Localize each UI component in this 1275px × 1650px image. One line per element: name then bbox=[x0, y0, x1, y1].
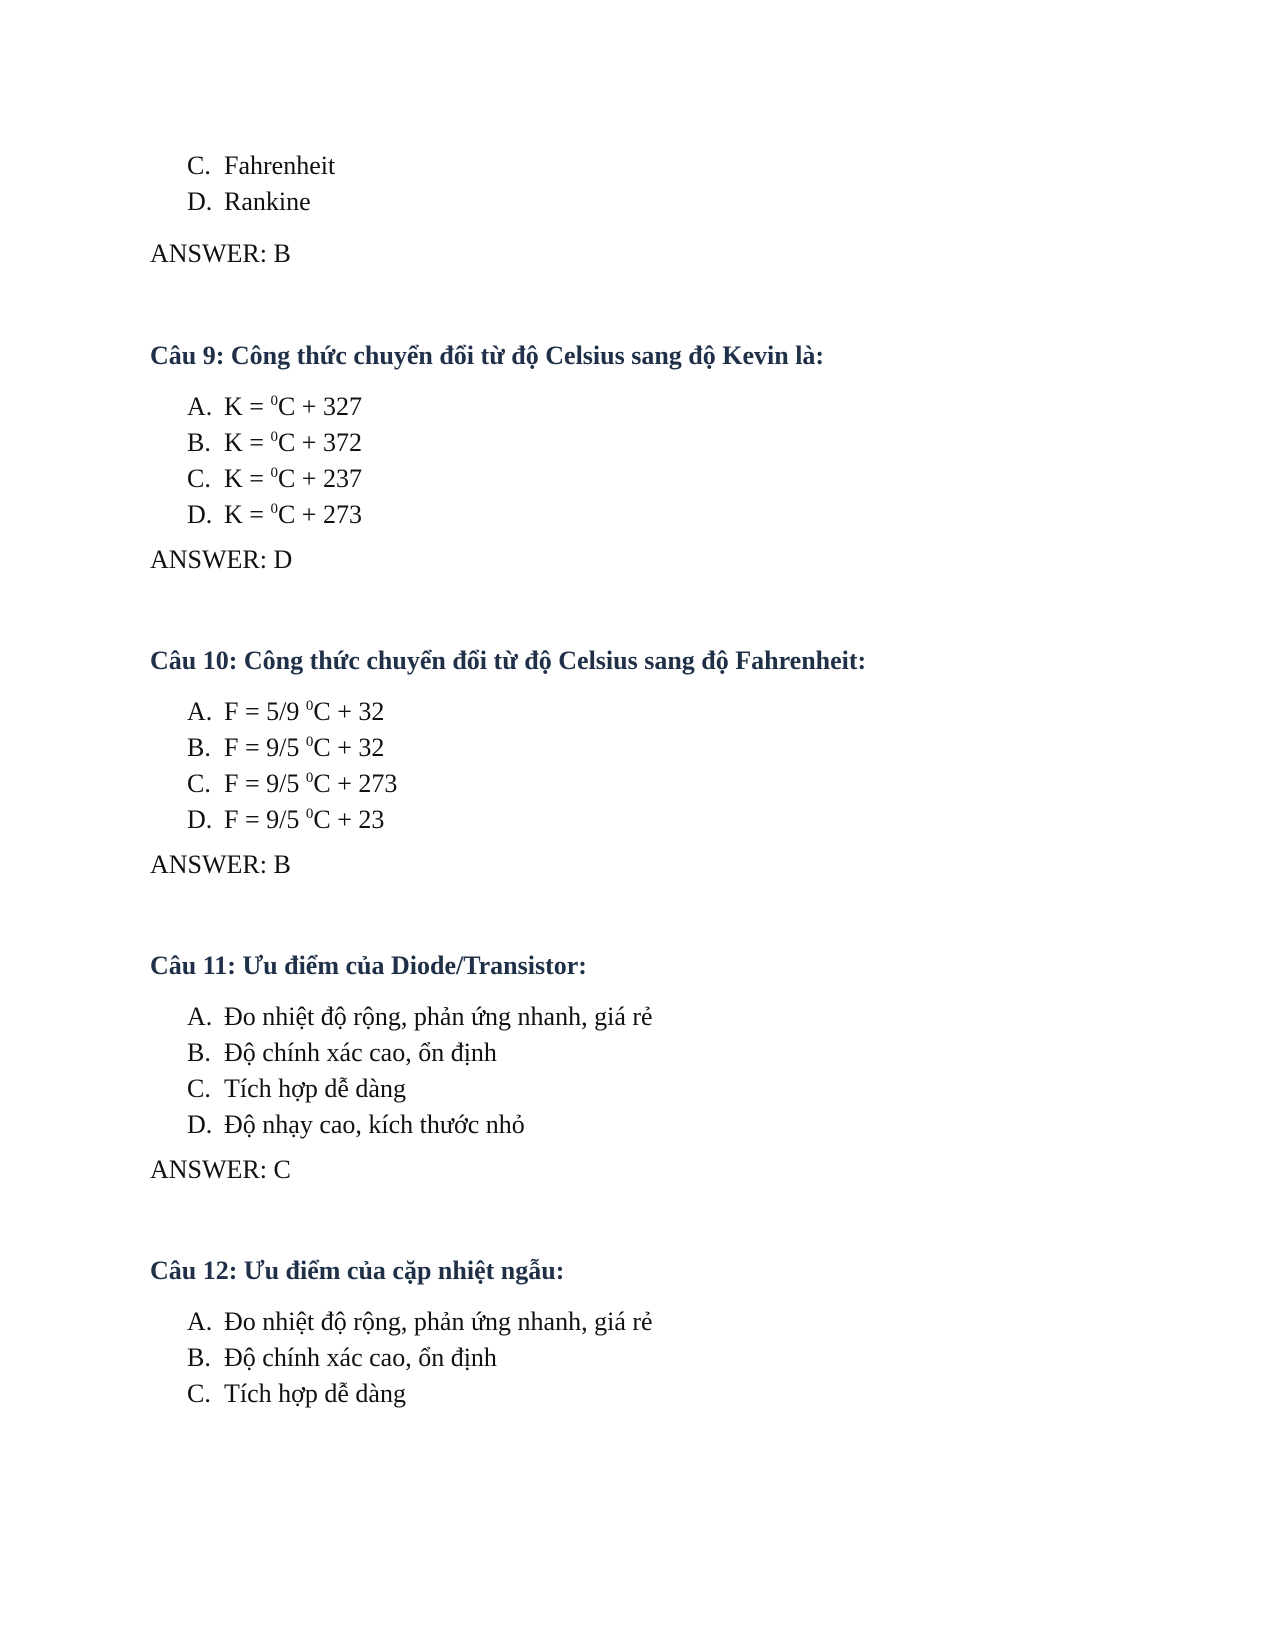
question-10-options bbox=[150, 694, 1150, 838]
question-11-options bbox=[150, 999, 1150, 1143]
question-11-title: Câu 11: Ưu điểm của Diode/Transistor: bbox=[150, 951, 587, 980]
degree-sup: 0 bbox=[305, 734, 314, 750]
formula-post: C + 327 bbox=[277, 392, 362, 421]
option-letter: A. bbox=[187, 1002, 213, 1031]
formula-pre: K = bbox=[224, 428, 271, 457]
answer-9: ANSWER: D bbox=[150, 545, 293, 574]
option-letter: B. bbox=[187, 428, 211, 457]
degree-sup: 0 bbox=[270, 429, 278, 445]
option-d bbox=[150, 184, 1150, 220]
degree-sup: 0 bbox=[270, 501, 278, 517]
option-a bbox=[150, 389, 1150, 425]
option-text: Đo nhiệt độ rộng, phản ứng nhanh, giá rẻ bbox=[224, 1002, 653, 1031]
formula-post: C + 237 bbox=[277, 464, 362, 493]
option-text: Đo nhiệt độ rộng, phản ứng nhanh, giá rẻ bbox=[224, 1307, 653, 1336]
option-text bbox=[224, 389, 362, 429]
option-c bbox=[150, 1376, 1150, 1412]
option-letter: D. bbox=[187, 187, 213, 216]
option-letter: B. bbox=[187, 1038, 211, 1067]
degree-sup: 0 bbox=[270, 393, 278, 409]
formula-post: C + 32 bbox=[313, 733, 385, 762]
option-letter: C. bbox=[187, 1379, 211, 1408]
formula-post: C + 32 bbox=[313, 697, 385, 726]
option-text: Độ chính xác cao, ổn định bbox=[224, 1038, 497, 1067]
degree-sup: 0 bbox=[305, 806, 314, 822]
option-a bbox=[150, 999, 1150, 1035]
option-letter: C. bbox=[187, 769, 211, 798]
option-b bbox=[150, 1035, 1150, 1071]
option-text bbox=[224, 461, 362, 501]
option-c bbox=[150, 461, 1150, 497]
question-9-title: Câu 9: Công thức chuyển đổi từ độ Celsius sang độ Kevin là: bbox=[150, 341, 825, 370]
formula-pre: F = 9/5 bbox=[224, 769, 306, 798]
option-text bbox=[224, 694, 384, 734]
option-a bbox=[150, 1304, 1150, 1340]
option-text: Tích hợp dễ dàng bbox=[224, 1379, 406, 1408]
answer-11: ANSWER: C bbox=[150, 1155, 291, 1184]
question-12-title: Câu 12: Ưu điểm của cặp nhiệt ngẫu: bbox=[150, 1256, 565, 1285]
question-10-title: Câu 10: Công thức chuyển đổi từ độ Celsius sang độ Fahrenheit: bbox=[150, 646, 867, 675]
formula-pre: K = bbox=[224, 392, 271, 421]
formula-pre: F = 9/5 bbox=[224, 733, 306, 762]
option-text: Độ chính xác cao, ổn định bbox=[224, 1343, 497, 1372]
formula-post: C + 23 bbox=[313, 805, 385, 834]
option-a bbox=[150, 694, 1150, 730]
formula-post: C + 273 bbox=[277, 500, 362, 529]
option-b bbox=[150, 425, 1150, 461]
option-text bbox=[224, 497, 362, 537]
formula-post: C + 372 bbox=[277, 428, 362, 457]
option-letter: A. bbox=[187, 1307, 213, 1336]
formula-post: C + 273 bbox=[313, 769, 398, 798]
option-d bbox=[150, 1107, 1150, 1143]
option-c bbox=[150, 1071, 1150, 1107]
option-letter: A. bbox=[187, 697, 213, 726]
option-text bbox=[224, 802, 384, 842]
question-12-options bbox=[150, 1304, 1150, 1412]
option-letter: C. bbox=[187, 151, 211, 180]
option-d bbox=[150, 497, 1150, 533]
degree-sup: 0 bbox=[270, 465, 278, 481]
option-letter: C. bbox=[187, 1074, 211, 1103]
option-letter: A. bbox=[187, 392, 213, 421]
option-text bbox=[224, 766, 397, 806]
option-letter: B. bbox=[187, 1343, 211, 1372]
option-c bbox=[150, 766, 1150, 802]
option-letter: B. bbox=[187, 733, 211, 762]
degree-sup: 0 bbox=[305, 698, 314, 714]
option-letter: D. bbox=[187, 500, 213, 529]
option-b bbox=[150, 1340, 1150, 1376]
answer-10: ANSWER: B bbox=[150, 850, 291, 879]
option-text: Tích hợp dễ dàng bbox=[224, 1074, 406, 1103]
option-text bbox=[224, 730, 384, 770]
option-letter: D. bbox=[187, 805, 213, 834]
option-d bbox=[150, 802, 1150, 838]
question-9-options bbox=[150, 389, 1150, 533]
option-text: Độ nhạy cao, kích thước nhỏ bbox=[224, 1110, 525, 1139]
option-text: Fahrenheit bbox=[224, 151, 336, 180]
degree-sup: 0 bbox=[305, 770, 314, 786]
answer-prev: ANSWER: B bbox=[150, 239, 291, 268]
formula-pre: K = bbox=[224, 464, 271, 493]
option-c bbox=[150, 148, 1150, 184]
option-text bbox=[224, 425, 362, 465]
formula-pre: F = 9/5 bbox=[224, 805, 306, 834]
option-b bbox=[150, 730, 1150, 766]
option-letter: D. bbox=[187, 1110, 213, 1139]
option-letter: C. bbox=[187, 464, 211, 493]
formula-pre: K = bbox=[224, 500, 271, 529]
formula-pre: F = 5/9 bbox=[224, 697, 306, 726]
option-text: Rankine bbox=[224, 187, 311, 216]
prev-question-options bbox=[150, 148, 1150, 220]
